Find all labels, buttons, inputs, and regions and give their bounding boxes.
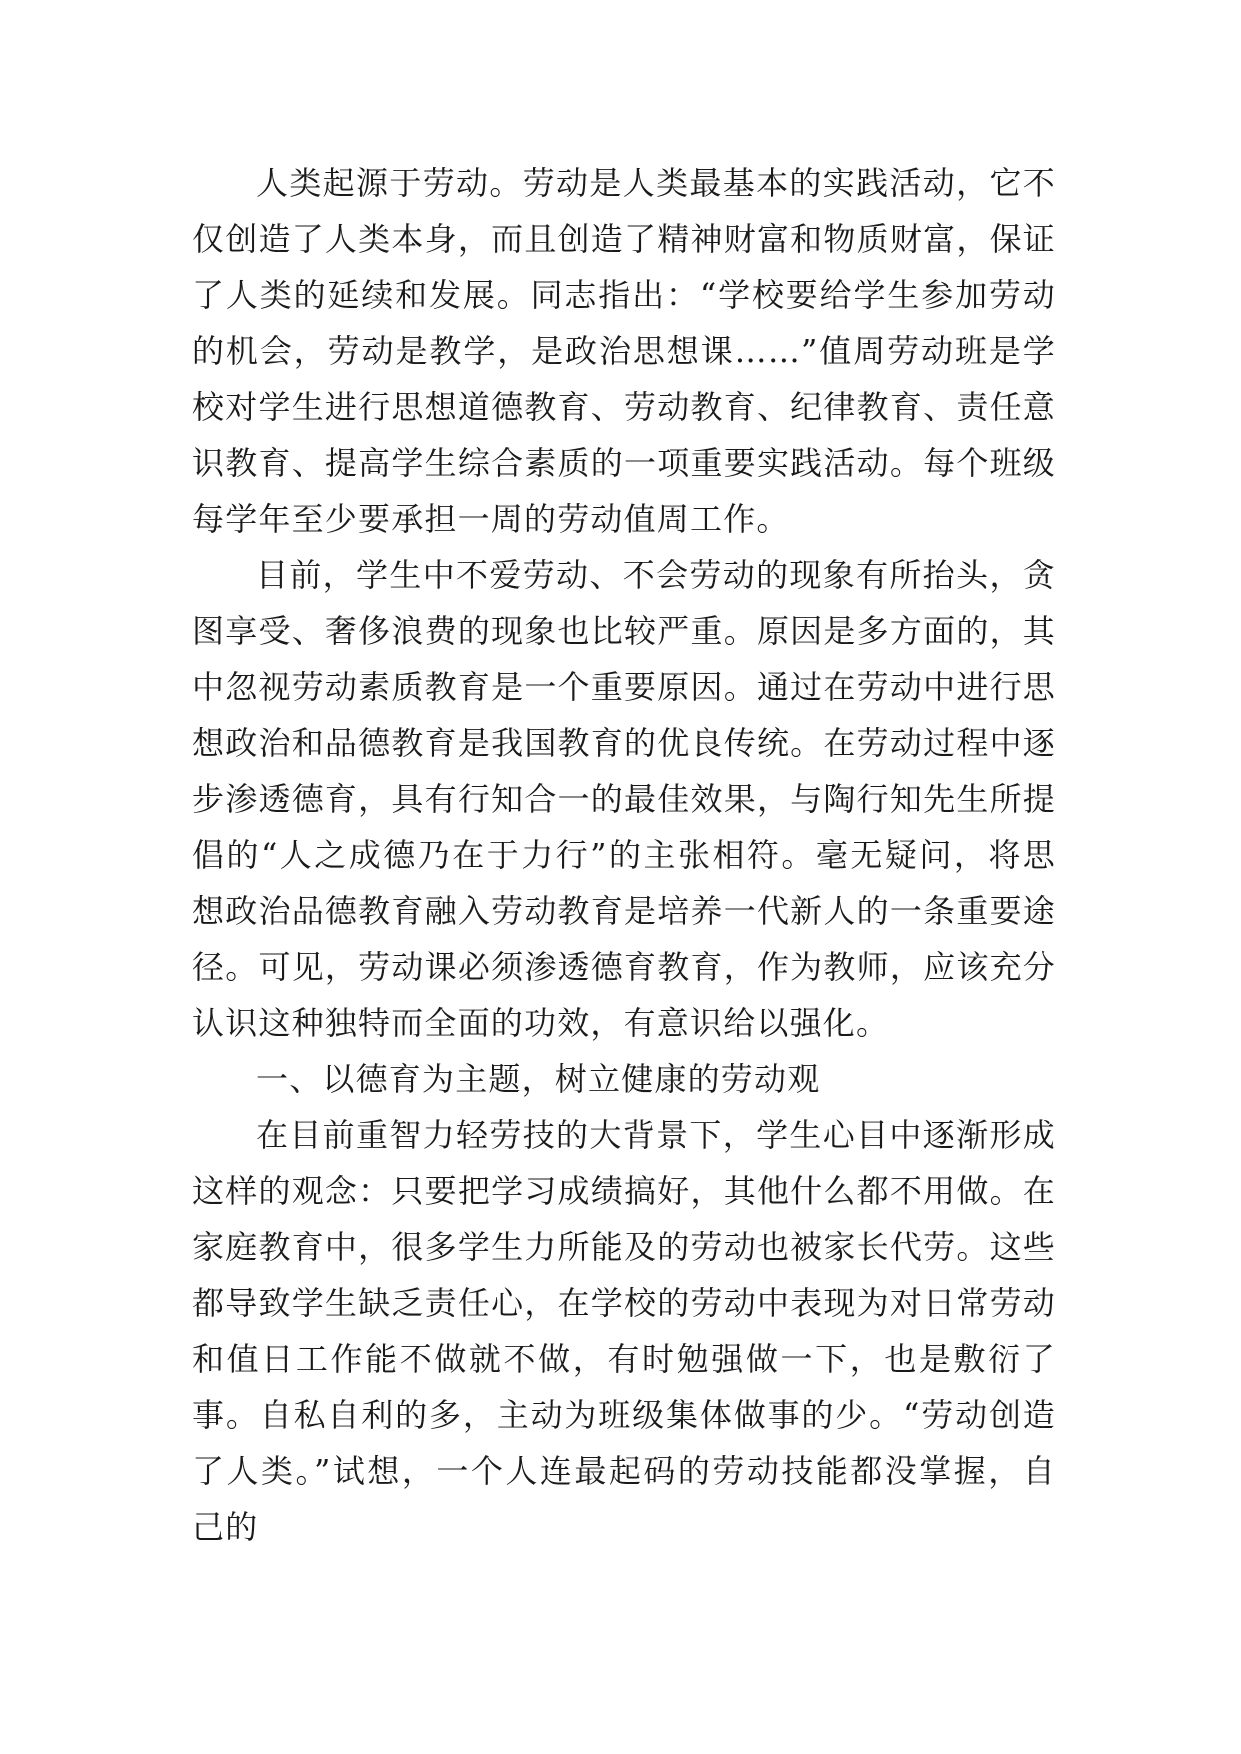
document-body [192, 155, 1056, 1555]
section-heading-1: 一、以德育为主题，树立健康的劳动观 [256, 1060, 821, 1098]
paragraph-section-1-body: 在目前重智力轻劳技的大背景下，学生心目中逐渐形成这样的观念：只要把学习成绩搞好，其他什么都不用做。在家庭教育中，很多学生力所能及的劳动也被家长代劳。这些都导致学生缺乏责任心，在学校的劳动中表现为对日常劳动和值日工作能不做就不做，有时勉强做一下，也是敷衍了事。自私自利的多，主动为班级集体做事的少。“劳动创造了人类。”试想，一个人连最起码的劳动技能都没掌握，自己的 [192, 1116, 1056, 1546]
paragraph-current-situation: 目前，学生中不爱劳动、不会劳动的现象有所抬头，贪图享受、奢侈浪费的现象也比较严重。原因是多方面的，其中忽视劳动素质教育是一个重要原因。通过在劳动中进行思想政治和品德教育是我国教育的优良传统。在劳动过程中逐步渗透德育，具有行知合一的最佳效果，与陶行知先生所提倡的“人之成德乃在于力行”的主张相符。毫无疑问，将思想政治品德教育融入劳动教育是培养一代新人的一条重要途径。可见，劳动课必须渗透德育教育，作为教师，应该充分认识这种独特而全面的功效，有意识给以强化。 [192, 556, 1056, 1042]
paragraph-intro: 人类起源于劳动。劳动是人类最基本的实践活动，它不仅创造了人类本身，而且创造了精神财富和物质财富，保证了人类的延续和发展。同志指出：“学校要给学生参加劳动的机会，劳动是教学，是政治思想课……”值周劳动班是学校对学生进行思想道德教育、劳动教育、纪律教育、责任意识教育、提高学生综合素质的一项重要实践活动。每个班级每学年至少要承担一周的劳动值周工作。 [192, 164, 1056, 538]
